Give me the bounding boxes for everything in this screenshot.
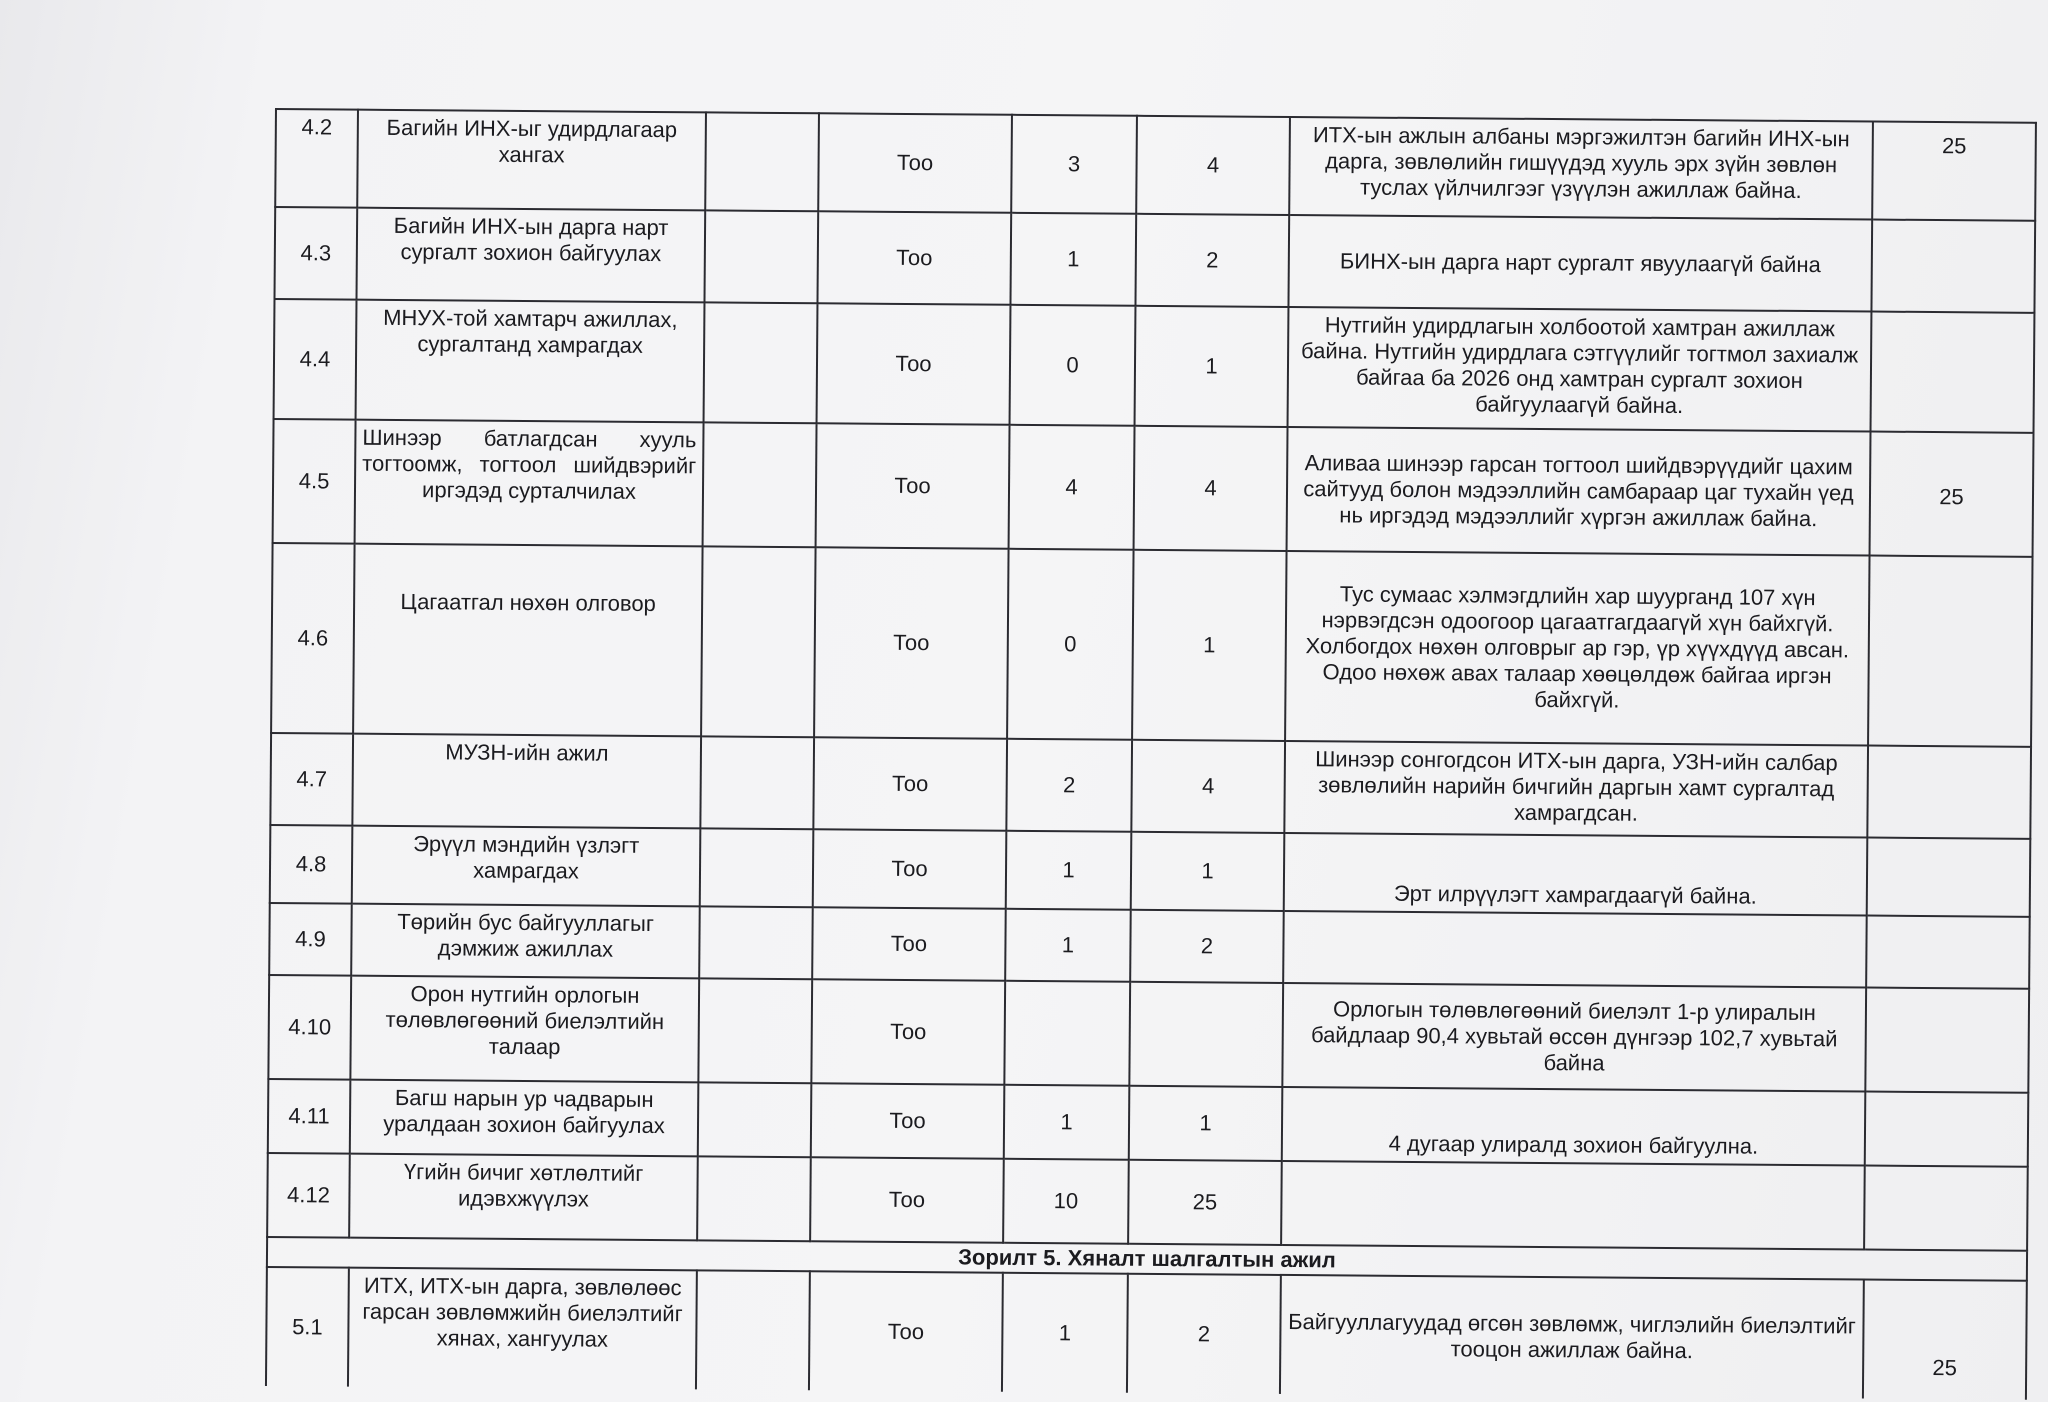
unit-cell: Тоо: [818, 113, 1012, 213]
target-cell: 2: [1127, 1274, 1281, 1394]
table-row: [271, 543, 2032, 747]
result-cell: Байгууллагуудад өгсөн зөвлөмж, чиглэлийн биелэлтийг тооцон ажиллаж байна.: [1280, 1275, 1864, 1399]
baseline-cell: 0: [1010, 305, 1136, 426]
unit-cell: Тоо: [812, 907, 1006, 981]
target-cell: 25: [1128, 1160, 1282, 1245]
row-number: 4.9: [269, 903, 352, 976]
result-cell: БИНХ-ын дарга нарт сургалт явуулаагүй байна: [1288, 215, 1872, 312]
task-name: Үгийн бичиг хөтлөлтийг идэвхжүүлэх: [349, 1154, 698, 1241]
target-cell: 1: [1132, 550, 1286, 741]
table-row: [270, 825, 2031, 917]
score-cell: 25: [1870, 432, 2034, 557]
task-name: Багш нарын ур чадварын уралдаан зохион байгуулах: [350, 1080, 699, 1157]
table-row: [274, 299, 2035, 433]
blank-cell: [703, 422, 817, 547]
baseline-cell: 1: [1010, 213, 1136, 306]
task-name: Эрүүл мэндийн үзлэгт хамрагдах: [352, 826, 701, 907]
row-number: 4.5: [273, 419, 356, 544]
target-cell: 1: [1131, 832, 1285, 911]
unit-cell: Тоо: [816, 423, 1010, 549]
result-cell: [1283, 911, 1867, 988]
blank-cell: [698, 978, 812, 1083]
unit-cell: Тоо: [811, 979, 1005, 1085]
row-number: 4.2: [275, 109, 358, 208]
task-name: Төрийн бус байгууллагыг дэмжиж ажиллах: [351, 904, 700, 979]
table-row: [267, 1153, 2028, 1251]
blank-cell: [697, 1156, 811, 1241]
result-cell: Орлогын төлөвлөгөөний биелэлт 1-р улиралын байдлаар 90,4 хувьтай өссөн дүнгээр 102,7 хувьтай байна: [1282, 983, 1866, 1092]
blank-cell: [696, 1270, 810, 1390]
result-cell: Эрт илрүүлэгт хамрагдаагүй байна.: [1284, 833, 1868, 916]
result-cell: [1281, 1161, 1865, 1250]
task-name: Шинээр батлагдсан хууль тогтоомж, тогтоол шийдвэрийг иргэдэд сурталчилах: [355, 420, 704, 547]
task-name: ИТХ, ИТХ-ын дарга, зөвлөлөөс гарсан зөвлөмжийн биелэлтийг хянах, хангуулах: [348, 1268, 697, 1390]
score-cell: [1868, 556, 2032, 747]
row-number: 5.1: [266, 1267, 349, 1387]
blank-cell: [698, 1082, 812, 1157]
table-row: [270, 733, 2031, 839]
blank-cell: [700, 736, 814, 829]
unit-cell: Тоо: [813, 737, 1007, 831]
baseline-cell: 1: [1002, 1273, 1128, 1393]
baseline-cell: 2: [1006, 739, 1132, 832]
result-cell: Тус сумаас хэлмэгдлийн хар шуурганд 107 хүн нэрвэгдсэн одоогоор цагаатгагдаагүй хүн байхгүй. Холбогдох нөхөн олговрыг ар гэр, үр хүүхдүүд авсан. Одоо нөхөж авах талаар хөөцөлдөж байгаа иргэн байхгүй.: [1285, 551, 1869, 746]
score-cell: [1866, 916, 2030, 989]
section-title: Зорилт 5. Хяналт шалгалтын ажил: [267, 1237, 2027, 1281]
table-row: [269, 903, 2030, 989]
result-cell: 4 дугаар улиралд зохион байгуулна.: [1282, 1087, 1866, 1166]
score-cell: [1865, 988, 2029, 1093]
table-row: [268, 1079, 2029, 1167]
score-cell: [1865, 1092, 2029, 1167]
task-name: МНУХ-той хамтарч ажиллах, сургалтанд хамрагдах: [356, 300, 705, 423]
row-number: 4.3: [274, 207, 357, 300]
baseline-cell: [1004, 981, 1130, 1086]
row-number: 4.4: [274, 299, 357, 420]
score-cell: [1871, 312, 2035, 433]
row-number: 4.7: [270, 733, 353, 826]
target-cell: 4: [1134, 426, 1288, 551]
row-number: 4.11: [268, 1079, 351, 1154]
blank-cell: [704, 302, 818, 423]
task-name: МУЗН-ийн ажил: [352, 734, 701, 829]
task-name: Орон нутгийн орлогын төлөвлөгөөний биелэлтийн талаар: [350, 976, 699, 1083]
unit-cell: Тоо: [817, 211, 1011, 305]
unit-cell: Тоо: [809, 1271, 1003, 1392]
table-row: [266, 1267, 2027, 1400]
blank-cell: [704, 210, 818, 303]
table-row: [273, 419, 2034, 557]
target-cell: 2: [1135, 214, 1289, 307]
score-cell: [1871, 220, 2035, 313]
result-cell: Шинээр сонгогдсон ИТХ-ын дарга, УЗН-ийн салбар зөвлөлийн нарийн бичгийн даргын хамт сургалтад хамрагдсан.: [1284, 741, 1868, 838]
result-cell: Аливаа шинээр гарсан тогтоол шийдвэрүүдийг цахим сайтууд болон мэдээллийн самбараар цаг тухайн үед нь иргэдэд мэдээллийг хүргэн ажиллаж байна.: [1287, 427, 1871, 556]
baseline-cell: 0: [1007, 549, 1133, 740]
target-cell: 2: [1130, 910, 1284, 983]
row-number: 4.10: [268, 975, 351, 1080]
baseline-cell: 10: [1003, 1159, 1129, 1244]
task-name: Цагаатгал нөхөн олговор: [353, 544, 702, 737]
baseline-cell: 4: [1009, 425, 1135, 550]
blank-cell: [699, 906, 813, 979]
score-cell: 25: [1872, 122, 2036, 221]
target-cell: 4: [1136, 116, 1290, 215]
baseline-cell: 1: [1004, 1085, 1130, 1160]
score-cell: 25: [1863, 1280, 2027, 1400]
target-cell: 1: [1129, 1086, 1283, 1161]
report-table-wrapper: [265, 108, 2037, 1400]
target-cell: 4: [1131, 740, 1285, 833]
blank-cell: [700, 828, 814, 907]
unit-cell: Тоо: [810, 1157, 1004, 1243]
unit-cell: Тоо: [814, 547, 1008, 739]
task-name: Багийн ИНХ-ыг удирдлагаар хангах: [357, 110, 706, 211]
unit-cell: Тоо: [817, 303, 1011, 425]
baseline-cell: 1: [1006, 831, 1132, 910]
result-cell: Нутгийн удирдлагын холбоотой хамтран ажиллаж байна. Нутгийн удирдлага сэтгүүлийг тогтмол захиалж байгаа ба 2026 онд хамтран сургалт зохион байгуулаагүй байна.: [1288, 307, 1872, 432]
blank-cell: [705, 112, 819, 211]
row-number: 4.12: [267, 1153, 350, 1238]
target-cell: 1: [1135, 306, 1289, 427]
score-cell: [1867, 746, 2031, 839]
unit-cell: Тоо: [813, 829, 1007, 909]
task-name: Багийн ИНХ-ын дарга нарт сургалт зохион байгуулах: [356, 208, 705, 303]
score-cell: [1864, 1166, 2028, 1251]
row-number: 4.6: [271, 543, 354, 734]
blank-cell: [701, 546, 815, 737]
report-table: [265, 108, 2037, 1400]
baseline-cell: 1: [1005, 909, 1131, 982]
table-row: [274, 207, 2035, 313]
score-cell: [1867, 838, 2031, 917]
target-cell: [1129, 982, 1283, 1087]
result-cell: ИТХ-ын ажлын албаны мэргэжилтэн багийн ИНХ-ын дарга, зөвлөлийн гишүүдэд хууль эрх зүйн зөвлөн туслах үйлчилгээг үзүүлэн ажиллаж байна.: [1289, 117, 1873, 220]
table-row: [268, 975, 2029, 1093]
unit-cell: Тоо: [811, 1083, 1005, 1159]
table-row: [275, 109, 2036, 221]
baseline-cell: 3: [1011, 115, 1137, 214]
row-number: 4.8: [270, 825, 353, 904]
